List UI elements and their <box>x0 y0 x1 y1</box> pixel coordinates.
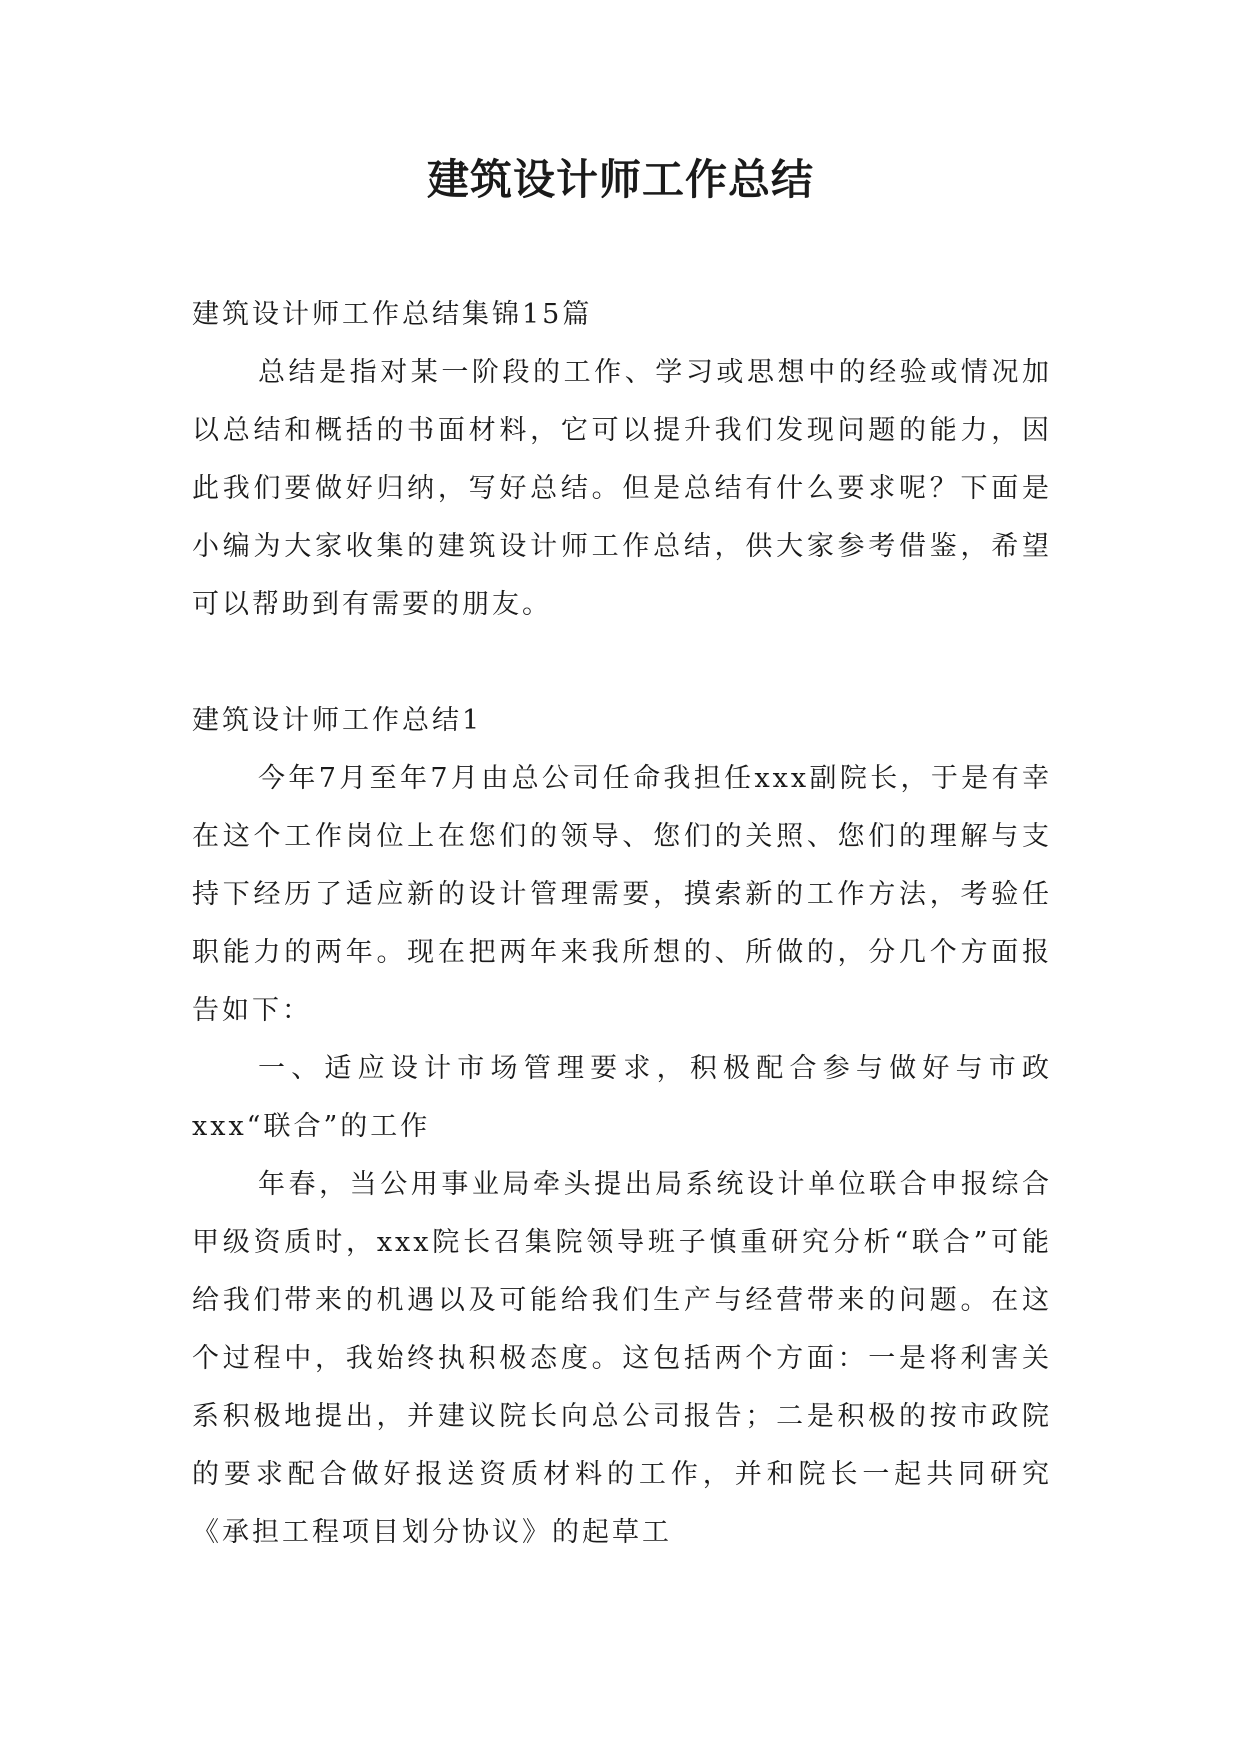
collection-heading: 建筑设计师工作总结集锦15篇 <box>192 299 593 330</box>
document-body <box>192 286 1052 1562</box>
section-1-heading: 建筑设计师工作总结1 <box>192 705 483 736</box>
section-1-paragraph-2: 一、适应设计市场管理要求，积极配合参与做好与市政xxx“联合”的工作 <box>192 1053 1052 1142</box>
intro-paragraph: 总结是指对某一阶段的工作、学习或思想中的经验或情况加以总结和概括的书面材料，它可以提升我们发现问题的能力，因此我们要做好归纳，写好总结。但是总结有什么要求呢？下面是小编为大家收集的建筑设计师工作总结，供大家参考借鉴，希望可以帮助到有需要的朋友。 <box>192 357 1052 620</box>
section-1-paragraph-1: 今年7月至年7月由总公司任命我担任xxx副院长，于是有幸在这个工作岗位上在您们的领导、您们的关照、您们的理解与支持下经历了适应新的设计管理需要，摸索新的工作方法，考验任职能力的两年。现在把两年来我所想的、所做的，分几个方面报告如下： <box>192 763 1052 1026</box>
document-title: 建筑设计师工作总结 <box>426 155 814 204</box>
section-spacer <box>192 634 1052 692</box>
section-1-paragraph-3: 年春，当公用事业局牵头提出局系统设计单位联合申报综合甲级资质时，xxx院长召集院领导班子慎重研究分析“联合”可能给我们带来的机遇以及可能给我们生产与经营带来的问题。在这个过程中，我始终执积极态度。这包括两个方面：一是将利害关系积极地提出，并建议院长向总公司报告；二是积极的按市政院的要求配合做好报送资质材料的工作，并和院长一起共同研究《承担工程项目划分协议》的起草工 <box>192 1169 1052 1548</box>
